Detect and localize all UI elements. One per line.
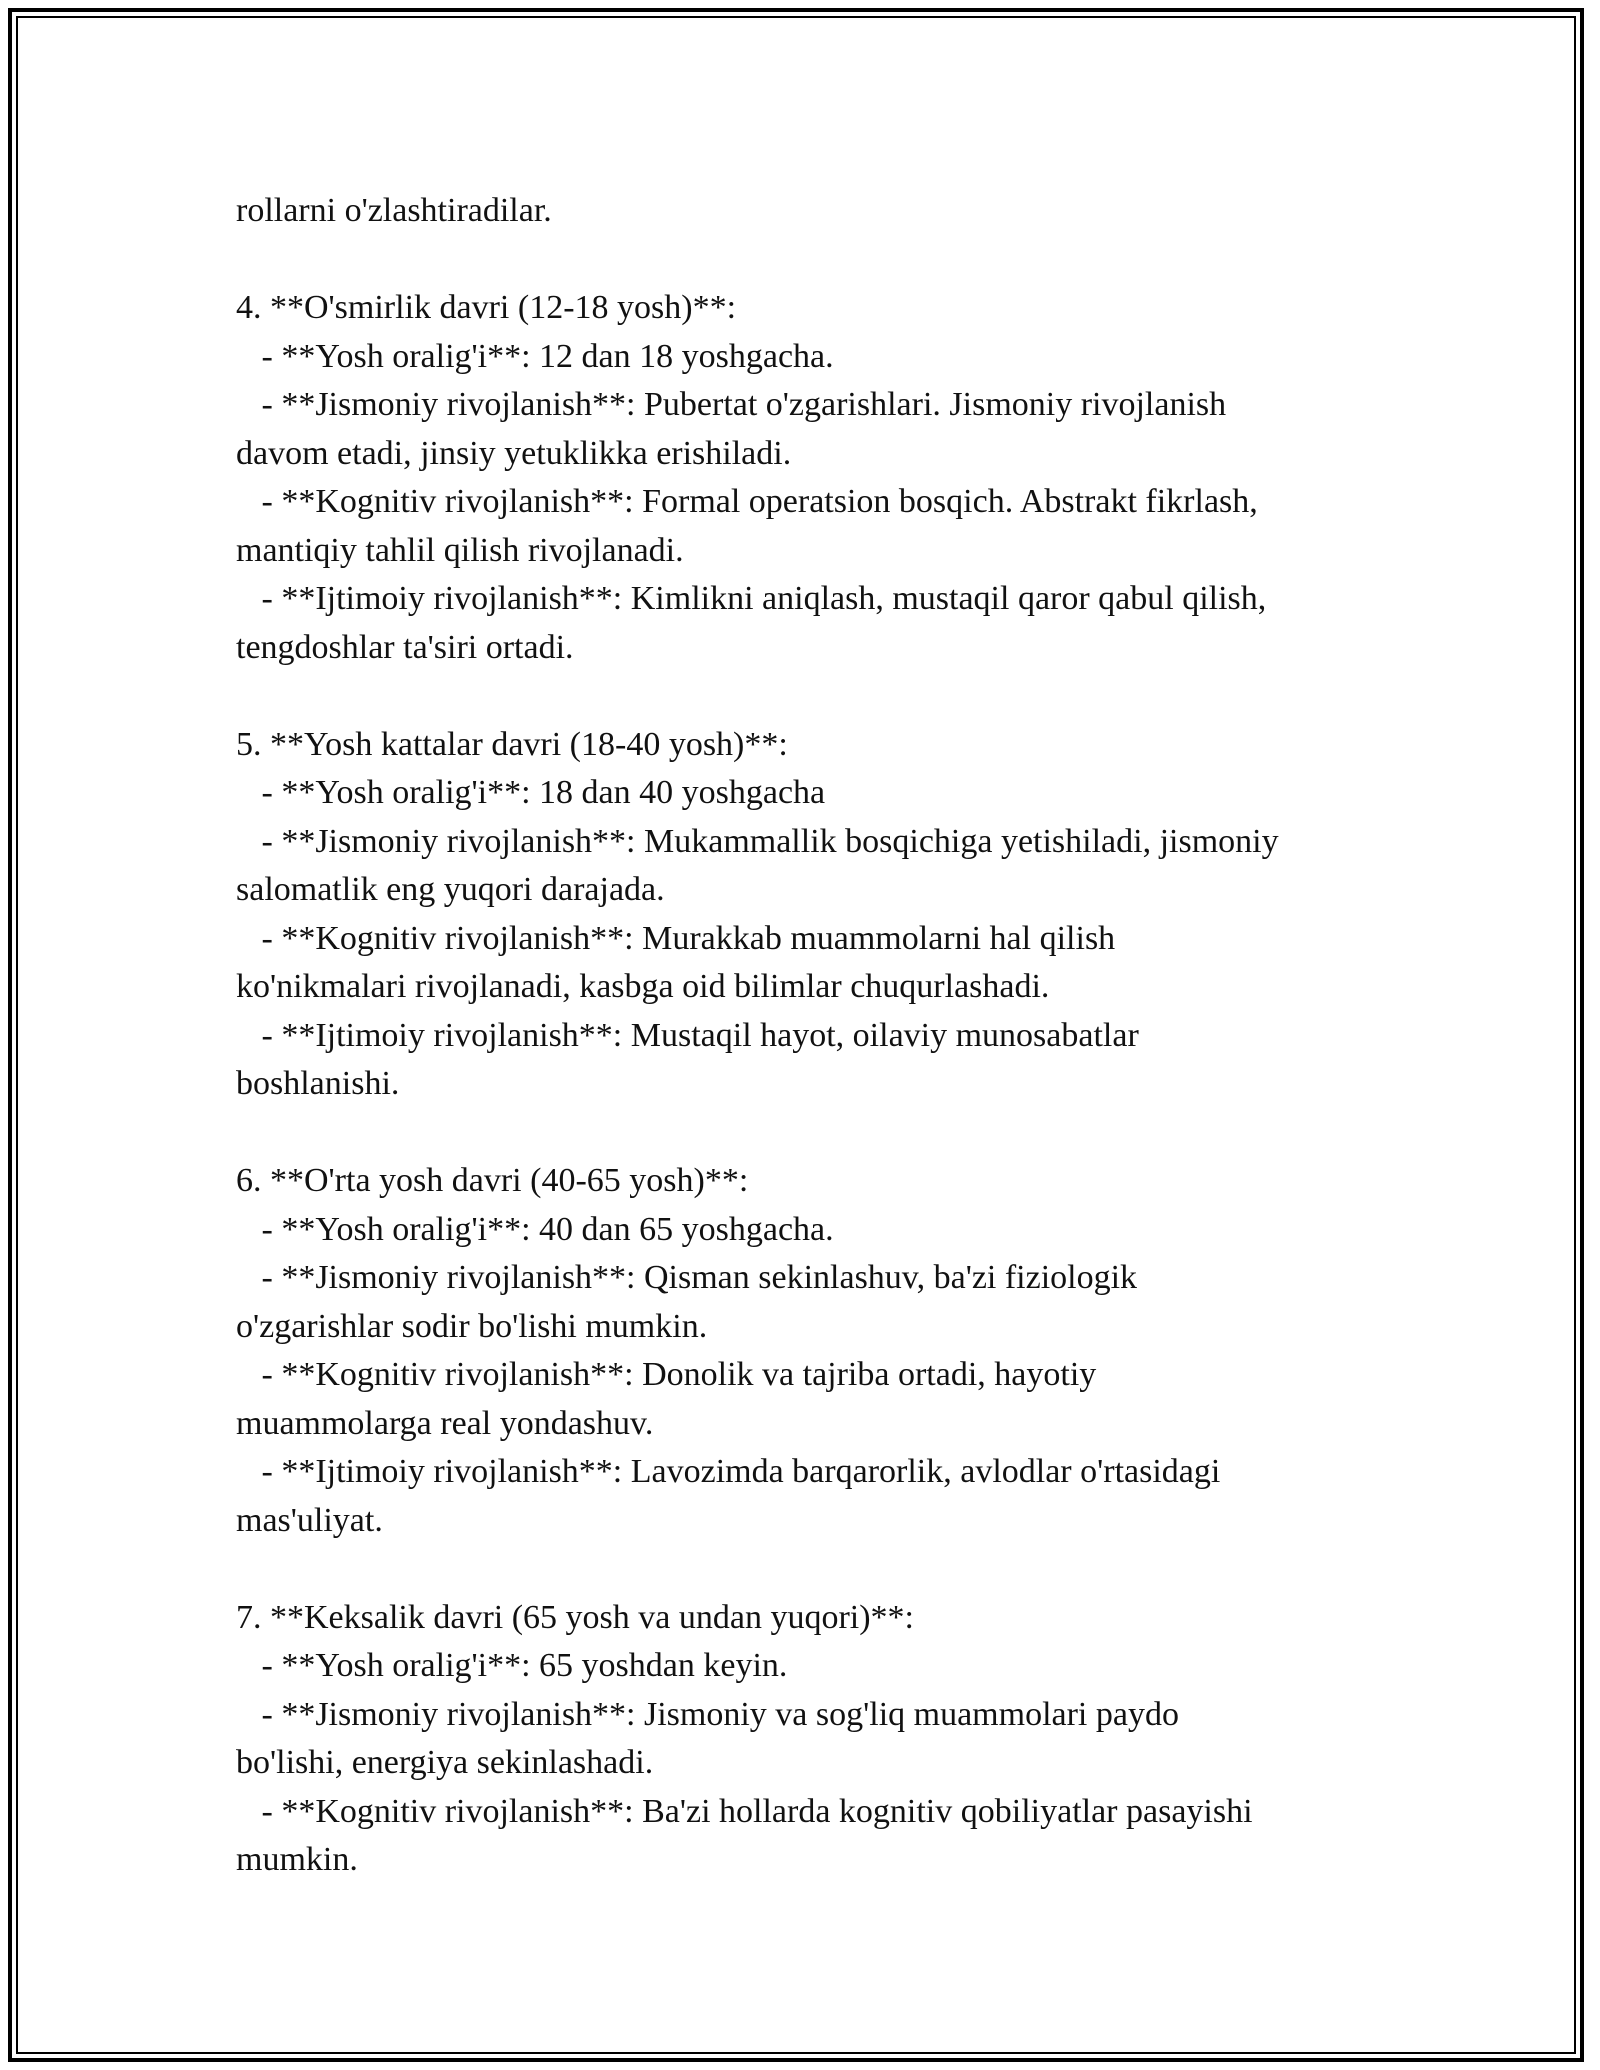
section-line: o'zgarishlar sodir bo'lishi mumkin.	[236, 1307, 708, 1345]
section-line: - **Yosh oralig'i**: 12 dan 18 yoshgacha.	[236, 337, 834, 375]
section-line: muammolarga real yondashuv.	[236, 1404, 654, 1442]
document-body	[236, 187, 1386, 1885]
section-heading: 5. **Yosh kattalar davri (18-40 yosh)**:	[236, 725, 788, 763]
section-line: bo'lishi, energiya sekinlashadi.	[236, 1744, 654, 1781]
section-line: - **Kognitiv rivojlanish**: Ba'zi hollarda kognitiv qobiliyatlar pasayishi	[236, 1792, 1253, 1830]
section-line: - **Jismoniy rivojlanish**: Jismoniy va sog'liq muammolari paydo	[236, 1695, 1179, 1733]
section-line: - **Jismoniy rivojlanish**: Pubertat o'zgarishlari. Jismoniy rivojlanish	[236, 386, 1227, 423]
blank-line	[236, 1109, 1386, 1158]
blank-line	[236, 672, 1386, 721]
section-line: salomatlik eng yuqori darajada.	[236, 871, 665, 908]
blank-line	[236, 1545, 1386, 1594]
intro-line: rollarni o'zlashtiradilar.	[236, 192, 552, 229]
section-line: - **Jismoniy rivojlanish**: Qisman sekinlashuv, ba'zi fiziologik	[236, 1259, 1138, 1296]
section-line: - **Yosh oralig'i**: 18 dan 40 yoshgacha	[236, 774, 826, 811]
blank-line	[236, 236, 1386, 285]
section-line: mas'uliyat.	[236, 1501, 383, 1539]
section-heading: 6. **O'rta yosh davri (40-65 yosh)**:	[236, 1162, 749, 1199]
section-line: - **Ijtimoiy rivojlanish**: Lavozimda barqarorlik, avlodlar o'rtasidagi	[236, 1453, 1221, 1490]
section-line: - **Yosh oralig'i**: 65 yoshdan keyin.	[236, 1647, 788, 1684]
section-line: - **Yosh oralig'i**: 40 dan 65 yoshgacha.	[236, 1210, 834, 1248]
section-line: tengdoshlar ta'siri ortadi.	[236, 628, 574, 666]
section-line: - **Jismoniy rivojlanish**: Mukammallik bosqichiga yetishiladi, jismoniy	[236, 822, 1279, 860]
section-line: - **Ijtimoiy rivojlanish**: Kimlikni aniqlash, mustaqil qaror qabul qilish,	[236, 580, 1267, 617]
section-heading: 7. **Keksalik davri (65 yosh va undan yuqori)**:	[236, 1598, 914, 1636]
section-line: - **Kognitiv rivojlanish**: Murakkab muammolarni hal qilish	[236, 919, 1116, 957]
section-line: - **Kognitiv rivojlanish**: Formal operatsion bosqich. Abstrakt fikrlash,	[236, 483, 1258, 520]
section-heading: 4. **O'smirlik davri (12-18 yosh)**:	[236, 289, 737, 326]
section-line: boshlanishi.	[236, 1065, 400, 1102]
section-line: mantiqiy tahlil qilish rivojlanadi.	[236, 531, 684, 569]
section-line: mumkin.	[236, 1841, 358, 1878]
section-line: ko'nikmalari rivojlanadi, kasbga oid bilimlar chuqurlashadi.	[236, 968, 1050, 1005]
section-line: - **Ijtimoiy rivojlanish**: Mustaqil hayot, oilaviy munosabatlar	[236, 1016, 1139, 1054]
section-line: - **Kognitiv rivojlanish**: Donolik va tajriba ortadi, hayotiy	[236, 1356, 1097, 1393]
section-line: davom etadi, jinsiy yetuklikka erishiladi.	[236, 434, 792, 472]
